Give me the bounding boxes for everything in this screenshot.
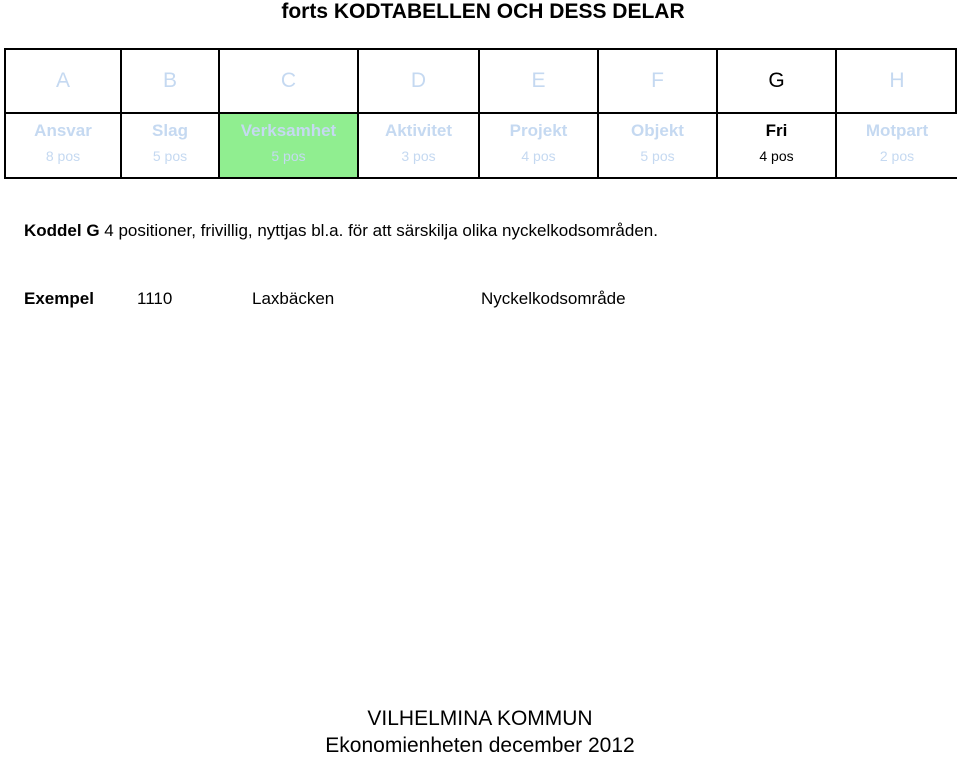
column-letter-c: C bbox=[220, 50, 359, 114]
example-name: Laxbäcken bbox=[252, 289, 335, 308]
description-bold-label: Koddel G bbox=[24, 221, 100, 240]
segment-name: Slag bbox=[152, 121, 188, 140]
segment-cell-d bbox=[359, 114, 480, 177]
column-letter-g: G bbox=[718, 50, 837, 114]
segment-positions: 5 pos bbox=[640, 148, 675, 164]
segment-name: Aktivitet bbox=[384, 121, 453, 140]
segment-positions: 8 pos bbox=[45, 148, 81, 164]
segment-cell-b bbox=[122, 114, 220, 177]
column-letter-f: F bbox=[599, 50, 718, 114]
segment-cell-g bbox=[718, 114, 837, 177]
example-type: Nyckelkodsområde bbox=[481, 289, 626, 308]
segment-positions: 3 pos bbox=[401, 148, 436, 164]
column-letter-a: A bbox=[6, 50, 122, 114]
example-label: Exempel bbox=[24, 289, 94, 308]
segment-positions: 5 pos bbox=[271, 148, 306, 164]
description-paragraph bbox=[24, 221, 658, 241]
footer-organization: VILHELMINA KOMMUN bbox=[367, 707, 593, 730]
segment-name: Objekt bbox=[631, 121, 684, 140]
segment-positions: 2 pos bbox=[879, 148, 915, 164]
segment-cell-h bbox=[837, 114, 957, 177]
segment-cell-f bbox=[599, 114, 718, 177]
column-letter-e: E bbox=[480, 50, 599, 114]
segment-name: Projekt bbox=[509, 121, 568, 140]
page-title: forts KODTABELLEN OCH DESS DELAR bbox=[281, 0, 685, 23]
segment-cell-a bbox=[6, 114, 122, 177]
footer-department-date: Ekonomienheten december 2012 bbox=[325, 734, 635, 757]
description-text: 4 positioner, frivillig, nyttjas bl.a. för att särskilja olika nyckelkodsområden. bbox=[99, 221, 658, 240]
segment-name: Verksamhet bbox=[240, 121, 337, 140]
segment-positions: 5 pos bbox=[152, 148, 188, 164]
segment-name: Fri bbox=[765, 121, 788, 140]
example-code: 1110 bbox=[137, 289, 173, 308]
segment-name: Ansvar bbox=[34, 121, 92, 140]
column-letter-d: D bbox=[359, 50, 480, 114]
segment-cell-e bbox=[480, 114, 599, 177]
segment-cell-c bbox=[220, 114, 359, 177]
segment-positions: 4 pos bbox=[759, 148, 794, 164]
column-letter-h: H bbox=[837, 50, 957, 114]
code-table bbox=[4, 48, 957, 179]
segment-positions: 4 pos bbox=[521, 148, 556, 164]
segment-name: Motpart bbox=[865, 121, 929, 140]
column-letter-b: B bbox=[122, 50, 220, 114]
